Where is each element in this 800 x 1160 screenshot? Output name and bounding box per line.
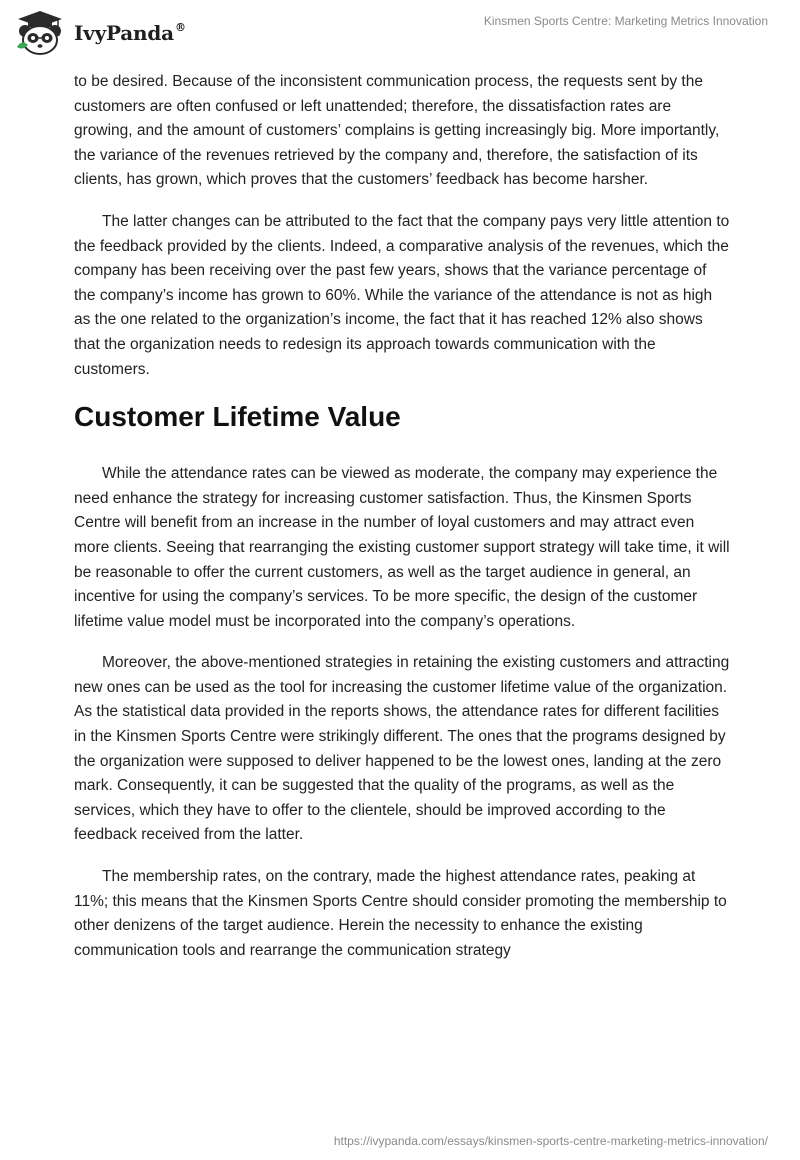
paragraph: to be desired. Because of the inconsistent communication process, the requests sent by the customers are often confused or left unattended; therefore, the dissatisfaction rates are growing, and the amount of customers’ complains is getting increasingly big. More importantly, the variance of the revenues retrieved by the company and, therefore, the satisfaction of its clients, has grown, which proves that the customers’ feedback has become harsher.: [74, 73, 720, 189]
paragraph: The membership rates, on the contrary, made the highest attendance rates, peaking at 11%; this means that the Kinsmen Sports Centre should consider promoting the membership to other denizens of the target audience. Herein the necessity to enhance the existing communication tools and rearrange the communication strategy: [74, 868, 727, 959]
source-url[interactable]: https://ivypanda.com/essays/kinsmen-sports-centre-marketing-metrics-innovation/: [333, 1134, 768, 1148]
paragraph: Moreover, the above-mentioned strategies in retaining the existing customers and attracting new ones can be used as the tool for increasing the customer lifetime value of the organization. As the statistical data provided in the reports shows, the attendance rates for different facilities in the Kinsmen Sports Centre were strikingly different. The ones that the programs designed by the organization were supposed to deliver happened to be the lowest ones, landing at the zero mark. Consequently, it can be suggested that the quality of the programs, as well as the services, which they have to offer to the clientele, should be improved according to the feedback received from the latter.: [74, 654, 730, 844]
paragraph: The latter changes can be attributed to the fact that the company pays very little attention to the feedback provided by the clients. Indeed, a comparative analysis of the revenues, which the company has been receiving over the past few years, shows that the variance percentage of the company’s income has grown to 60%. While the variance of the attendance is not as high as the one related to the organization’s income, the fact that it has reached 12% also shows that the organization needs to redesign its approach towards communication with the customers.: [74, 212, 730, 378]
essay-content: [74, 70, 730, 980]
brand-name: IvyPanda®: [74, 21, 186, 45]
page-header: [0, 0, 800, 70]
section-heading: Customer Lifetime Value: [74, 401, 401, 433]
ivypanda-logo[interactable]: [14, 9, 186, 57]
panda-mascot-icon: [14, 9, 66, 57]
paragraph: While the attendance rates can be viewed as moderate, the company may experience the need enhance the strategy for increasing customer satisfaction. Thus, the Kinsmen Sports Centre will benefit from an increase in the number of loyal customers and may attract even more clients. Seeing that rearranging the existing customer support strategy will take time, it will be reasonable to offer the current customers, as well as the target audience in general, an incentive for using the company’s services. To be more specific, the design of the customer lifetime value model must be incorporated into the company’s operations.: [74, 465, 730, 630]
document-title: Kinsmen Sports Centre: Marketing Metrics Innovation: [483, 14, 768, 28]
